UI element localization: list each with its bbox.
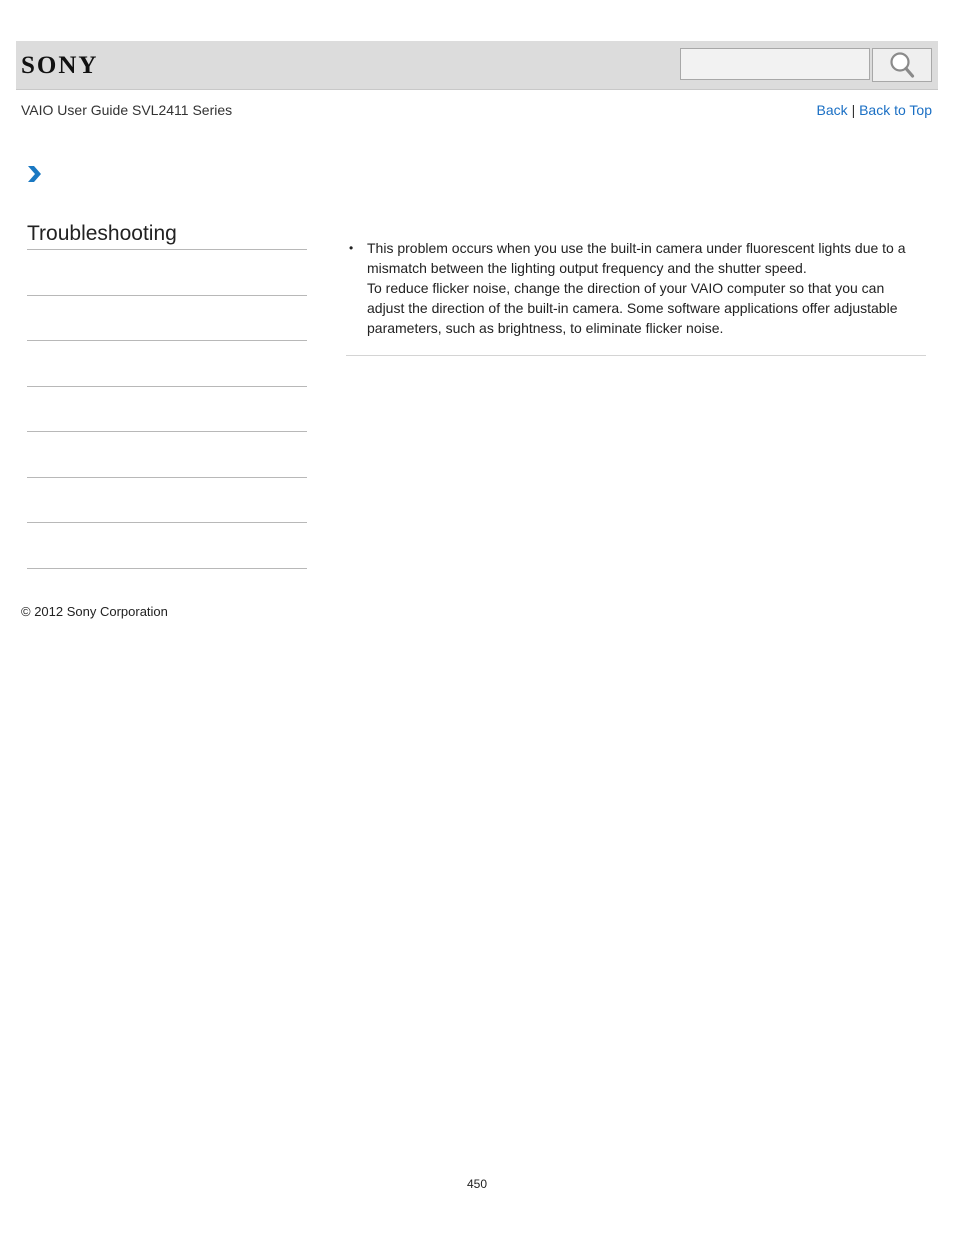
back-link[interactable]: Back	[816, 102, 848, 118]
sidebar-divider	[27, 249, 307, 250]
problem-description: This problem occurs when you use the built-in camera under fluorescent lights due to a mismatch between the lighting output frequency and the shutter speed.	[367, 240, 906, 276]
magnifier-icon	[889, 51, 915, 79]
sidebar-divider	[27, 386, 307, 387]
link-separator: |	[851, 102, 856, 118]
search-input[interactable]	[680, 48, 870, 80]
copyright: © 2012 Sony Corporation	[21, 604, 168, 619]
sidebar-divider	[27, 340, 307, 341]
sidebar-divider	[27, 295, 307, 296]
content-divider	[346, 355, 926, 356]
sony-logo[interactable]: SONY	[21, 52, 99, 79]
back-to-top-link[interactable]: Back to Top	[859, 102, 932, 118]
solution-description: To reduce flicker noise, change the direction of your VAIO computer so that you can adjust the direction of the built-in camera. Some software applications offer adjustable parameters, such as brightness, to eliminate flicker noise.	[367, 280, 898, 336]
chevron-right-icon[interactable]	[26, 165, 42, 183]
main-content	[349, 238, 924, 338]
bullet: •	[349, 241, 354, 255]
guide-title: VAIO User Guide SVL2411 Series	[21, 102, 233, 118]
sidebar-divider	[27, 431, 307, 432]
list-item	[349, 238, 924, 338]
search-button[interactable]	[872, 48, 932, 82]
sidebar-divider	[27, 568, 307, 569]
page-number: 450	[466, 1177, 488, 1191]
top-links	[817, 102, 932, 118]
solution-list	[349, 238, 924, 338]
sidebar-title[interactable]: Troubleshooting	[27, 222, 177, 245]
sidebar-divider	[27, 477, 307, 478]
sidebar-divider	[27, 522, 307, 523]
header-bar	[16, 41, 938, 90]
